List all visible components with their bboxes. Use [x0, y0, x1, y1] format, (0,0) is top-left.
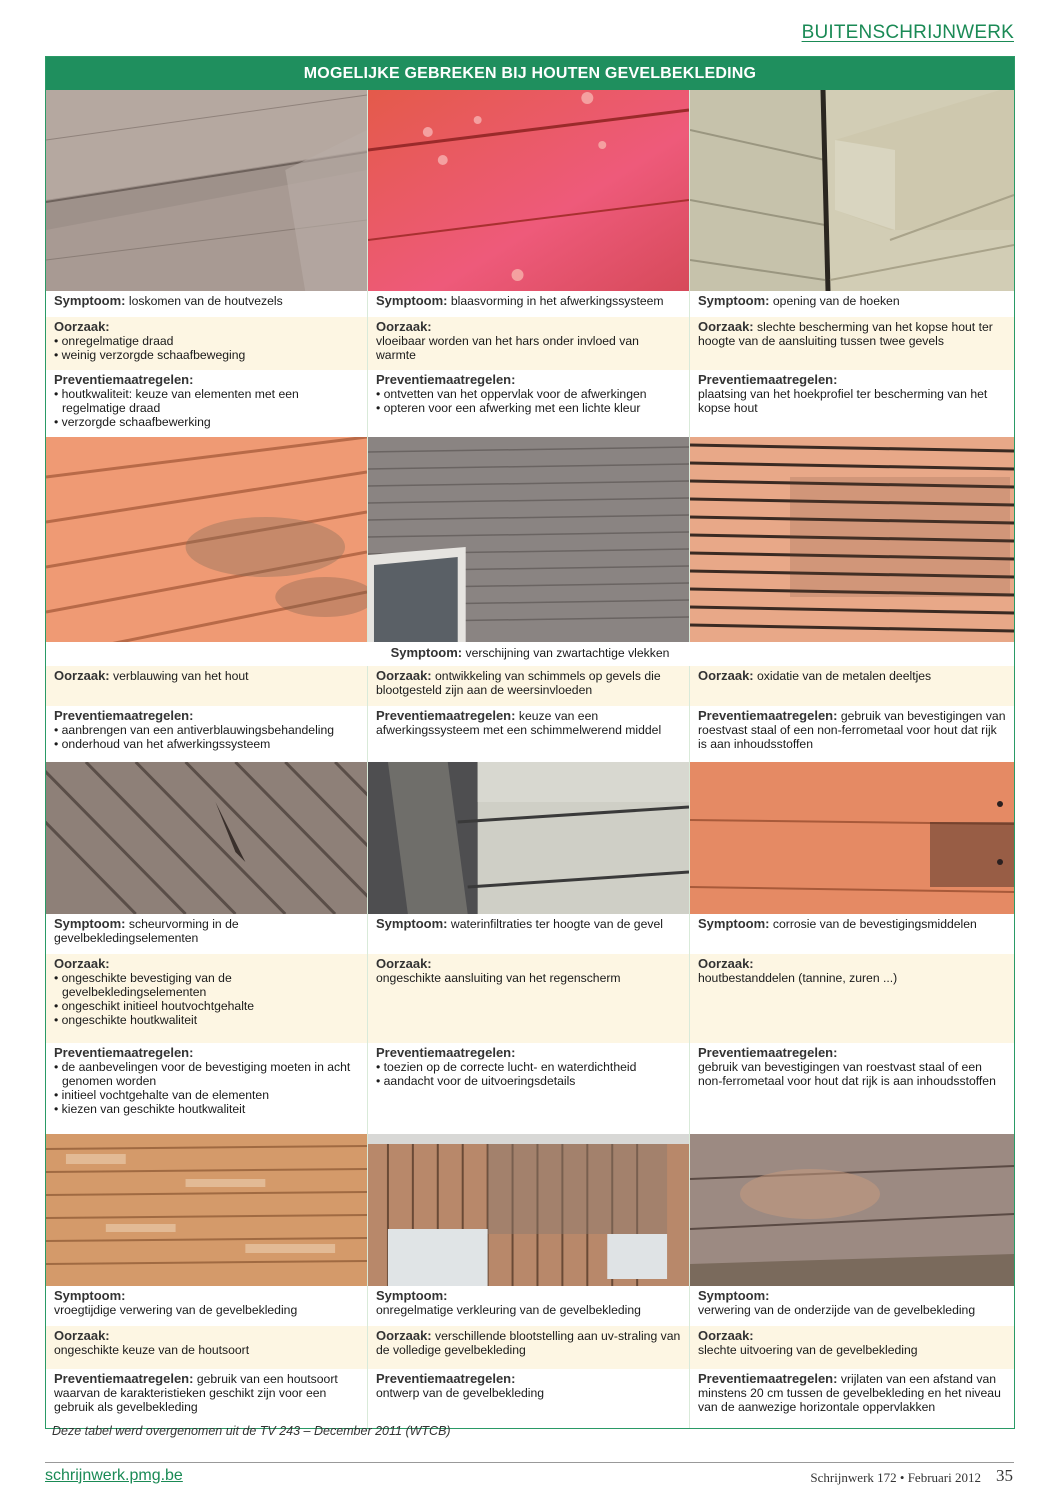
photo-oxidation: [690, 437, 1014, 642]
symptom-label: Symptoom:: [390, 645, 463, 660]
symptom-label: Symptoom:: [698, 1288, 770, 1303]
prevention-item: • aandacht voor de uitvoeringsdetails: [376, 1074, 681, 1088]
cause-label: Oorzaak:: [376, 1328, 432, 1343]
prevention-label: Preventiemaatregelen:: [376, 372, 516, 387]
symptom-label: Symptoom:: [54, 916, 126, 931]
cause-text: verblauwing van het hout: [113, 669, 249, 683]
defects-table: [45, 56, 1015, 1429]
prevention-label: Preventiemaatregelen:: [376, 1045, 516, 1060]
text-row-1: [46, 291, 1014, 437]
symptom-text: opening van de hoeken: [772, 294, 900, 308]
photo-cracking: [46, 762, 367, 914]
photo-row-1: [46, 90, 1014, 291]
cause-label: Oorzaak:: [376, 956, 432, 971]
cause-text: slechte bescherming van het kopse hout ter hoogte van de aansluiting tussen twee gevels: [698, 320, 993, 348]
entry-bottom-weathering: [690, 1286, 1014, 1428]
photo-discoloration: [368, 1134, 689, 1286]
footer-divider: [45, 1462, 1014, 1463]
cause-text: vloeibaar worden van het hars onder invloed van warmte: [376, 334, 639, 362]
prevention-label: Preventiemaatregelen:: [698, 1371, 838, 1386]
entry-loose-fibers: [46, 291, 368, 437]
cause-text: ontwikkeling van schimmels op gevels die blootgesteld zijn aan de weersinvloeden: [376, 669, 661, 697]
text-row-2: [46, 666, 1014, 762]
prevention-item: • verzorgde schaafbewerking: [54, 415, 359, 429]
photo-weathering: [46, 1134, 367, 1286]
cause-text: verschillende blootstelling aan uv-straling van de volledige gevelbekleding: [376, 1329, 681, 1357]
photo-row-3: [46, 762, 1014, 914]
photo-mould: [368, 437, 689, 642]
entry-discoloration: [368, 1286, 690, 1428]
photo-corrosion: [690, 762, 1014, 914]
prevention-item: • opteren voor een afwerking met een lichte kleur: [376, 401, 681, 415]
photo-blistering: [368, 90, 689, 291]
table-title: MOGELIJKE GEBREKEN BIJ HOUTEN GEVELBEKLEDING: [46, 57, 1014, 90]
footer-publication: Schrijnwerk 172 • Februari 2012: [810, 1470, 981, 1485]
entry-blistering: [368, 291, 690, 437]
prevention-label: Preventiemaatregelen:: [54, 708, 194, 723]
prevention-label: Preventiemaatregelen:: [54, 1371, 194, 1386]
prevention-label: Preventiemaatregelen:: [698, 1045, 838, 1060]
prevention-label: Preventiemaatregelen:: [376, 708, 516, 723]
cause-text: slechte uitvoering van de gevelbekleding: [698, 1343, 918, 1357]
prevention-label: Preventiemaatregelen:: [54, 1045, 194, 1060]
symptom-label: Symptoom:: [376, 293, 448, 308]
cause-label: Oorzaak:: [698, 956, 754, 971]
cause-label: Oorzaak:: [54, 668, 110, 683]
cause-text: ongeschikte aansluiting van het regenscherm: [376, 971, 621, 985]
cause-label: Oorzaak:: [698, 668, 754, 683]
prevention-label: Preventiemaatregelen:: [54, 372, 194, 387]
cause-label: Oorzaak:: [698, 319, 754, 334]
prevention-label: Preventiemaatregelen:: [698, 372, 838, 387]
prevention-text: keuze van een afwerkingssysteem met een schimmelwerend middel: [376, 709, 662, 737]
photo-row-2: [46, 437, 1014, 642]
cause-text: houtbestanddelen (tannine, zuren ...): [698, 971, 898, 985]
entry-cracking: [46, 914, 368, 1134]
cause-item: • onregelmatige draad: [54, 334, 359, 348]
footer-url-link[interactable]: schrijnwerk.pmg.be: [45, 1467, 183, 1484]
symptom-text: loskomen van de houtvezels: [128, 294, 283, 308]
cause-item: • ongeschikte houtkwaliteit: [54, 1013, 359, 1027]
prevention-text: gebruik van bevestigingen van roestvast staal of een non-ferrometaal voor hout dat rijk is aan inhoudsstoffen: [698, 1060, 996, 1088]
cause-text: oxidatie van de metalen deeltjes: [757, 669, 932, 683]
entry-corrosion: [690, 914, 1014, 1134]
symptom-label: Symptoom:: [698, 916, 770, 931]
prevention-label: Preventiemaatregelen:: [376, 1371, 516, 1386]
symptom-label: Symptoom:: [54, 293, 126, 308]
prevention-item: • initieel vochtgehalte van de elementen: [54, 1088, 359, 1102]
photo-row-4: [46, 1134, 1014, 1286]
cause-label: Oorzaak:: [376, 319, 432, 334]
entry-mould: [368, 666, 690, 762]
entry-corner-opening: [690, 291, 1014, 437]
prevention-text: gebruik van bevestigingen van roestvast staal of een non-ferrometaal voor hout dat rijk is aan inhoudsstoffen: [698, 709, 1006, 751]
text-row-4: [46, 1286, 1014, 1428]
section-tag: BUITENSCHRIJNWERK: [801, 22, 1014, 43]
symptom-text: blaasvorming in het afwerkingssysteem: [450, 294, 664, 308]
symptom-text: scheurvorming in de gevelbekledingselementen: [54, 917, 239, 945]
entry-weathering: [46, 1286, 368, 1428]
source-note: Deze tabel werd overgenomen uit de TV 243 – December 2011 (WTCB): [52, 1424, 451, 1438]
shared-symptom: [46, 642, 1014, 666]
cause-label: Oorzaak:: [54, 319, 110, 334]
symptom-label: Symptoom:: [376, 916, 448, 931]
cause-item: • weinig verzorgde schaafbeweging: [54, 348, 359, 362]
cause-item: • ongeschikt initieel houtvochtgehalte: [54, 999, 359, 1013]
prevention-text: plaatsing van het hoekprofiel ter bescherming van het kopse hout: [698, 387, 988, 415]
symptom-text: verschijning van zwartachtige vlekken: [465, 646, 670, 660]
photo-water-infiltration: [368, 762, 689, 914]
symptom-text: waterinfiltraties ter hoogte van de gevel: [450, 917, 663, 931]
entry-oxidation: [690, 666, 1014, 762]
symptom-text: verwering van de onderzijde van de gevelbekleding: [698, 1303, 976, 1317]
prevention-label: Preventiemaatregelen:: [698, 708, 838, 723]
page-number: 35: [996, 1466, 1013, 1485]
prevention-text: vrijlaten van een afstand van minstens 20 cm tussen de gevelbekleding en het niveau van de aanwezige horizontale oppervlakken: [698, 1372, 1001, 1414]
symptom-text: vroegtijdige verwering van de gevelbekleding: [54, 1303, 298, 1317]
prevention-text: gebruik van een houtsoort waarvan de karakteristieken geschikt zijn voor een gebruik als gevelbekleding: [54, 1372, 338, 1414]
photo-blue-stain: [46, 437, 367, 642]
cause-label: Oorzaak:: [54, 1328, 110, 1343]
text-row-3: [46, 914, 1014, 1134]
symptom-label: Symptoom:: [376, 1288, 448, 1303]
prevention-item: • houtkwaliteit: keuze van elementen met een regelmatige draad: [54, 387, 359, 415]
prevention-item: • de aanbevelingen voor de bevestiging moeten in acht genomen worden: [54, 1060, 359, 1088]
symptom-text: onregelmatige verkleuring van de gevelbekleding: [376, 1303, 641, 1317]
photo-loose-fibers: [46, 90, 367, 291]
prevention-item: • ontvetten van het oppervlak voor de afwerkingen: [376, 387, 681, 401]
cause-item: • ongeschikte bevestiging van de gevelbekledingselementen: [54, 971, 359, 999]
symptom-label: Symptoom:: [698, 293, 770, 308]
entry-blue-stain: [46, 666, 368, 762]
symptom-text: corrosie van de bevestigingsmiddelen: [772, 917, 977, 931]
cause-label: Oorzaak:: [376, 668, 432, 683]
entry-water-infiltration: [368, 914, 690, 1134]
prevention-item: • kiezen van geschikte houtkwaliteit: [54, 1102, 359, 1116]
prevention-item: • aanbrengen van een antiverblauwingsbehandeling: [54, 723, 359, 737]
cause-text: ongeschikte keuze van de houtsoort: [54, 1343, 250, 1357]
cause-label: Oorzaak:: [698, 1328, 754, 1343]
cause-label: Oorzaak:: [54, 956, 110, 971]
photo-corner-opening: [690, 90, 1014, 291]
prevention-text: ontwerp van de gevelbekleding: [376, 1386, 545, 1400]
prevention-item: • onderhoud van het afwerkingssysteem: [54, 737, 359, 751]
prevention-item: • toezien op de correcte lucht- en waterdichtheid: [376, 1060, 681, 1074]
symptom-label: Symptoom:: [54, 1288, 126, 1303]
photo-bottom-weathering: [690, 1134, 1014, 1286]
